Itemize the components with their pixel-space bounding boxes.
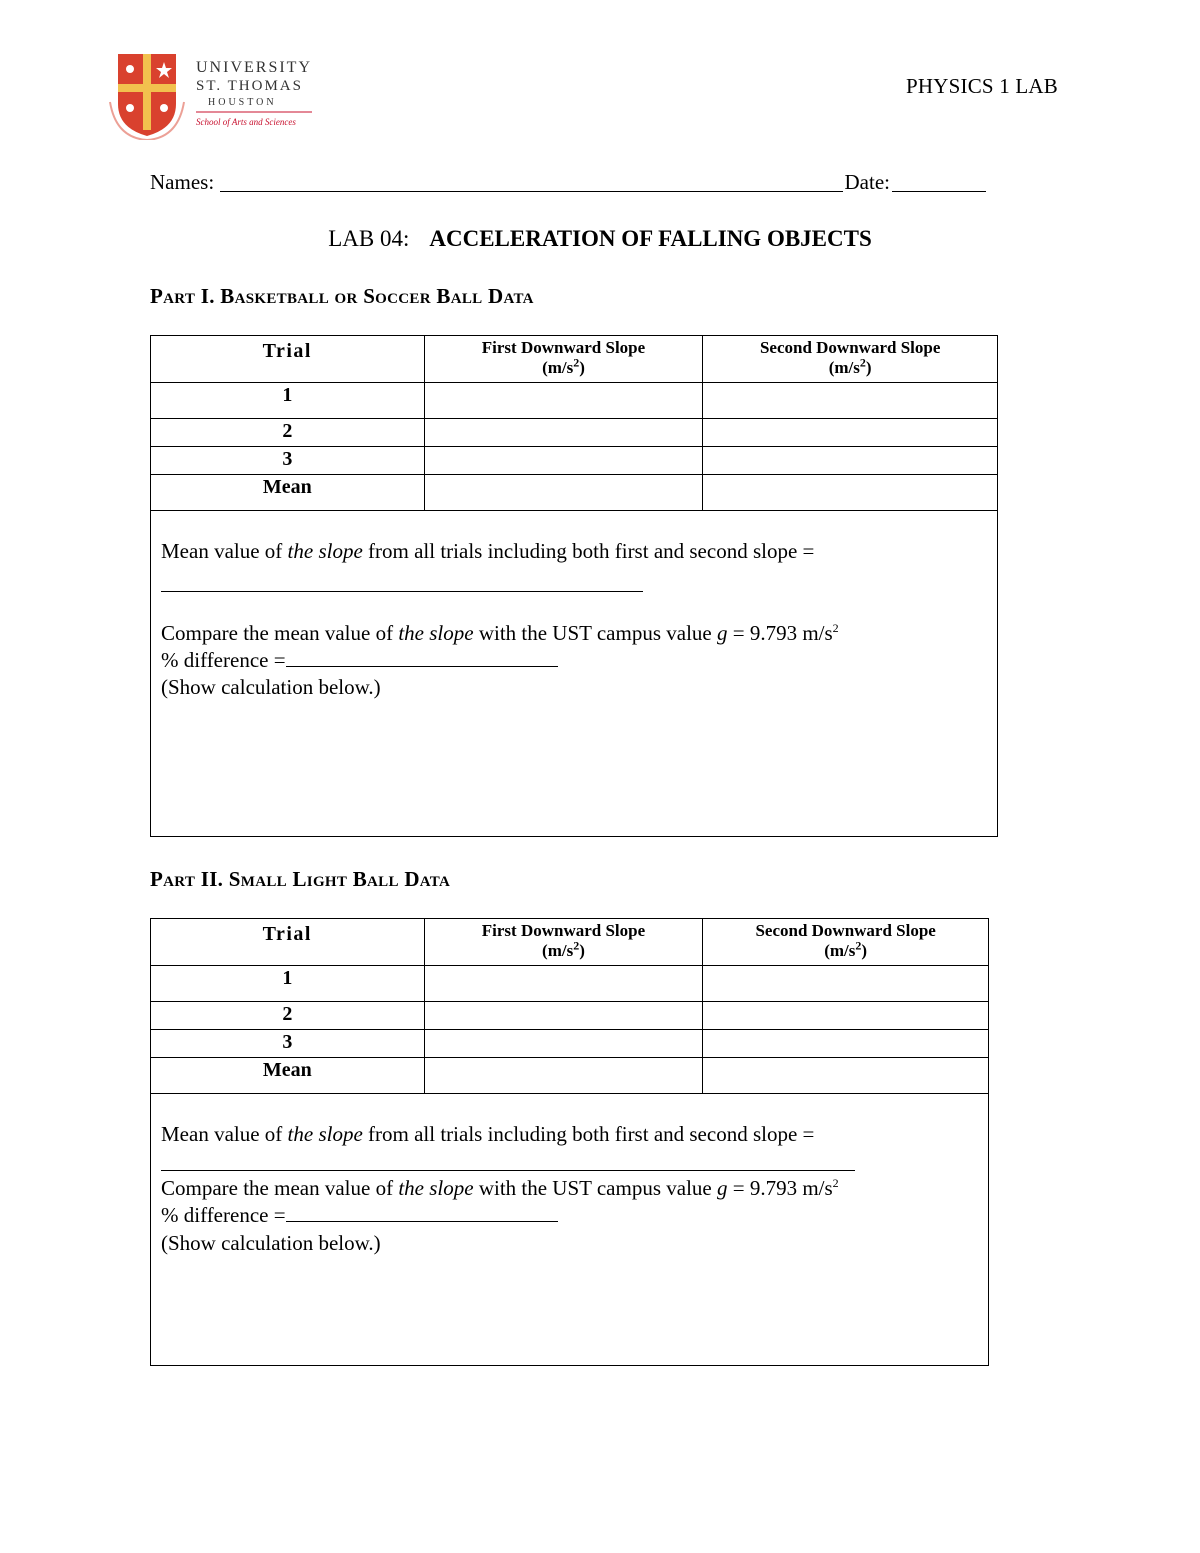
mean-label: Mean — [151, 475, 425, 511]
shield-logo-icon — [106, 52, 316, 140]
first-slope-cell[interactable] — [424, 1030, 703, 1058]
trial-header: Trial — [151, 919, 425, 966]
mean-value-prompt: Mean value of the slope from all trials including both first and second slope = — [161, 539, 815, 563]
trial-label: 2 — [151, 1002, 425, 1030]
second-slope-mean-cell[interactable] — [703, 475, 998, 511]
part1-results-box — [150, 510, 998, 837]
table-row — [151, 383, 998, 419]
table-row — [151, 1002, 989, 1030]
mean-label: Mean — [151, 1058, 425, 1094]
mean-value-answer-line[interactable] — [161, 1152, 855, 1171]
first-slope-mean-cell[interactable] — [424, 1058, 703, 1094]
mean-value-prompt: Mean value of the slope from all trials including both first and second slope = — [161, 1122, 815, 1146]
trial-label: 3 — [151, 1030, 425, 1058]
svg-text:ST. THOMAS: ST. THOMAS — [196, 78, 303, 94]
second-slope-cell[interactable] — [703, 1002, 989, 1030]
first-slope-mean-cell[interactable] — [424, 475, 703, 511]
second-slope-header: Second Downward Slope $(m/s^2)$ — [703, 336, 998, 383]
second-slope-cell[interactable] — [703, 966, 989, 1002]
lab-title — [0, 226, 1200, 252]
first-slope-cell[interactable] — [424, 447, 703, 475]
university-logo — [106, 52, 316, 140]
part1-table — [150, 335, 998, 511]
mean-value-answer-line[interactable] — [161, 573, 643, 592]
second-slope-cell[interactable] — [703, 419, 998, 447]
table-row — [151, 1030, 989, 1058]
date-field[interactable] — [892, 171, 986, 192]
lab-number: LAB 04: — [328, 226, 410, 251]
percent-difference-answer-line[interactable] — [286, 1203, 558, 1222]
first-slope-header: First Downward Slope $(m/s^2)$ — [424, 336, 703, 383]
first-slope-cell[interactable] — [424, 1002, 703, 1030]
table-row — [151, 1058, 989, 1094]
first-slope-cell[interactable] — [424, 383, 703, 419]
part2-results-box — [150, 1093, 989, 1366]
svg-text:School of Arts and Sciences: School of Arts and Sciences — [196, 117, 296, 127]
trial-label: 2 — [151, 419, 425, 447]
part2-heading: Part II. Small Light Ball Data — [150, 867, 451, 891]
compare-prompt: Compare the mean value of the slope with the UST campus value g = 9.793 $m/s^2$ — [161, 621, 839, 645]
second-slope-cell[interactable] — [703, 447, 998, 475]
percent-difference-answer-line[interactable] — [286, 648, 558, 667]
compare-prompt: Compare the mean value of the slope with the UST campus value g = 9.793 $m/s^2$ — [161, 1176, 839, 1200]
first-slope-header: First Downward Slope $(m/s^2)$ — [424, 919, 703, 966]
second-slope-cell[interactable] — [703, 383, 998, 419]
svg-text:HOUSTON: HOUSTON — [208, 97, 277, 108]
names-date-row — [150, 170, 986, 195]
show-calculation-note: (Show calculation below.) — [161, 675, 381, 699]
table-row — [151, 966, 989, 1002]
first-slope-cell[interactable] — [424, 419, 703, 447]
first-slope-cell[interactable] — [424, 966, 703, 1002]
percent-difference-row: % difference = — [161, 647, 558, 674]
percent-difference-row: % difference = — [161, 1202, 558, 1229]
second-slope-header: Second Downward Slope $(m/s^2)$ — [703, 919, 989, 966]
table-row — [151, 475, 998, 511]
part1-heading: Part I. Basketball or Soccer Ball Data — [150, 284, 534, 308]
trial-header: Trial — [151, 336, 425, 383]
table-row — [151, 447, 998, 475]
date-label: Date: — [844, 170, 890, 194]
part2-table — [150, 918, 989, 1094]
trial-label: 1 — [151, 383, 425, 419]
names-label: Names: — [150, 170, 215, 194]
second-slope-mean-cell[interactable] — [703, 1058, 989, 1094]
trial-label: 1 — [151, 966, 425, 1002]
course-label: PHYSICS 1 LAB — [906, 74, 1058, 98]
table-row — [151, 419, 998, 447]
svg-text:UNIVERSITY: UNIVERSITY — [196, 59, 312, 76]
lab-name: ACCELERATION OF FALLING OBJECTS — [429, 226, 872, 251]
names-field[interactable] — [220, 171, 842, 192]
trial-label: 3 — [151, 447, 425, 475]
show-calculation-note: (Show calculation below.) — [161, 1231, 381, 1255]
second-slope-cell[interactable] — [703, 1030, 989, 1058]
